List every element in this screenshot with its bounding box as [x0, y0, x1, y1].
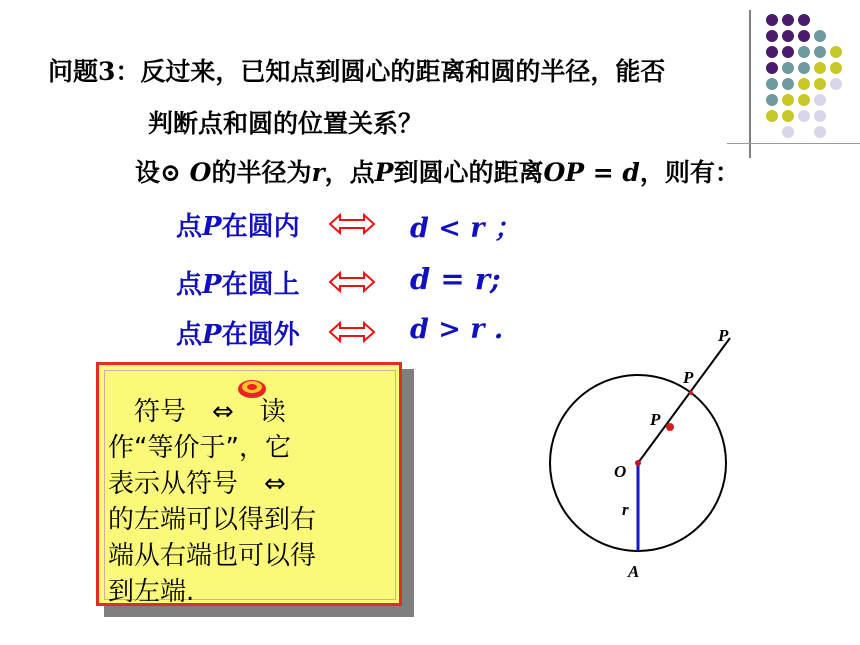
dot	[798, 62, 810, 74]
point-O	[635, 460, 641, 466]
dot	[798, 110, 810, 122]
relation-P: P	[202, 212, 222, 242]
dot	[766, 78, 778, 90]
point-P-on	[689, 391, 693, 395]
dot	[814, 126, 826, 138]
label-P-outside: P	[718, 326, 729, 345]
relation-post: 在圆上	[221, 270, 300, 300]
dot	[798, 46, 810, 58]
note-line: 作“等价于”，它	[108, 433, 291, 463]
dot	[766, 30, 778, 42]
setup-mid1: 的半径为	[211, 158, 312, 187]
ray-OP	[638, 338, 730, 463]
setup-prefix: 设⊙	[135, 158, 190, 187]
circle-diagram	[540, 320, 760, 590]
double-arrow-icon	[328, 270, 376, 294]
double-arrow-icon	[328, 320, 376, 344]
double-arrow-icon	[328, 212, 376, 236]
dot	[766, 110, 778, 122]
dot	[814, 78, 826, 90]
note-line: 表示从符号 ⇔	[108, 469, 286, 499]
point-P-inside	[666, 423, 674, 431]
dot	[814, 62, 826, 74]
condition-outside: d > r .	[410, 314, 504, 345]
note-line: 符号 ⇔ 读	[108, 397, 286, 427]
dot	[766, 46, 778, 58]
relation-outside	[176, 314, 300, 351]
dot	[766, 62, 778, 74]
dot	[782, 94, 794, 106]
dot	[782, 14, 794, 26]
relation-inside	[176, 206, 300, 243]
note-text	[108, 394, 398, 610]
setup-d: d	[622, 158, 640, 187]
setup-mid2: ，点	[324, 158, 375, 187]
divider-horizontal	[727, 143, 860, 144]
relation-pre: 点	[176, 270, 203, 300]
dot	[814, 110, 826, 122]
label-P-inside: P	[650, 410, 661, 429]
relation-post: 在圆内	[221, 212, 300, 242]
dot	[782, 126, 794, 138]
label-r: r	[622, 500, 629, 519]
dot	[798, 14, 810, 26]
dot	[814, 46, 826, 58]
dot	[782, 62, 794, 74]
setup-mid3: 到圆心的距离	[393, 158, 544, 187]
dot	[782, 78, 794, 90]
relation-pre: 点	[176, 320, 203, 350]
dot	[814, 30, 826, 42]
dot	[766, 94, 778, 106]
dot	[798, 30, 810, 42]
decorative-dot-grid	[764, 12, 854, 138]
dot	[830, 78, 842, 90]
relation-post: 在圆外	[221, 320, 300, 350]
relation-on	[176, 264, 300, 301]
dot	[782, 46, 794, 58]
note-line: 端从右端也可以得	[108, 541, 317, 571]
setup-statement	[135, 153, 740, 189]
setup-P: P	[374, 158, 394, 187]
dot	[782, 110, 794, 122]
condition-inside: d < r ；	[410, 213, 521, 244]
dot	[766, 14, 778, 26]
setup-eq: =	[584, 158, 623, 187]
dot	[798, 94, 810, 106]
condition-on: d = r;	[410, 262, 501, 296]
note-line: 的左端可以得到右	[108, 505, 317, 535]
note-line: 到左端.	[108, 577, 195, 607]
dot	[782, 30, 794, 42]
question-line-2: 判断点和圆的位置关系？	[148, 109, 424, 138]
setup-O: O	[189, 158, 212, 187]
divider-vertical	[749, 10, 751, 158]
dot	[830, 62, 842, 74]
relation-P: P	[202, 320, 222, 350]
label-P-on: P	[683, 368, 694, 387]
setup-OP: OP	[543, 158, 585, 187]
relation-P: P	[202, 270, 222, 300]
label-O: O	[614, 462, 627, 481]
question-line-1: 问题3：反过来，已知点到圆心的距离和圆的半径，能否	[48, 57, 666, 86]
dot	[814, 94, 826, 106]
dot	[798, 78, 810, 90]
setup-r: r	[311, 158, 325, 187]
setup-suffix: ，则有：	[639, 158, 740, 187]
dot	[830, 46, 842, 58]
relation-pre: 点	[176, 212, 203, 242]
label-A: A	[628, 562, 640, 581]
